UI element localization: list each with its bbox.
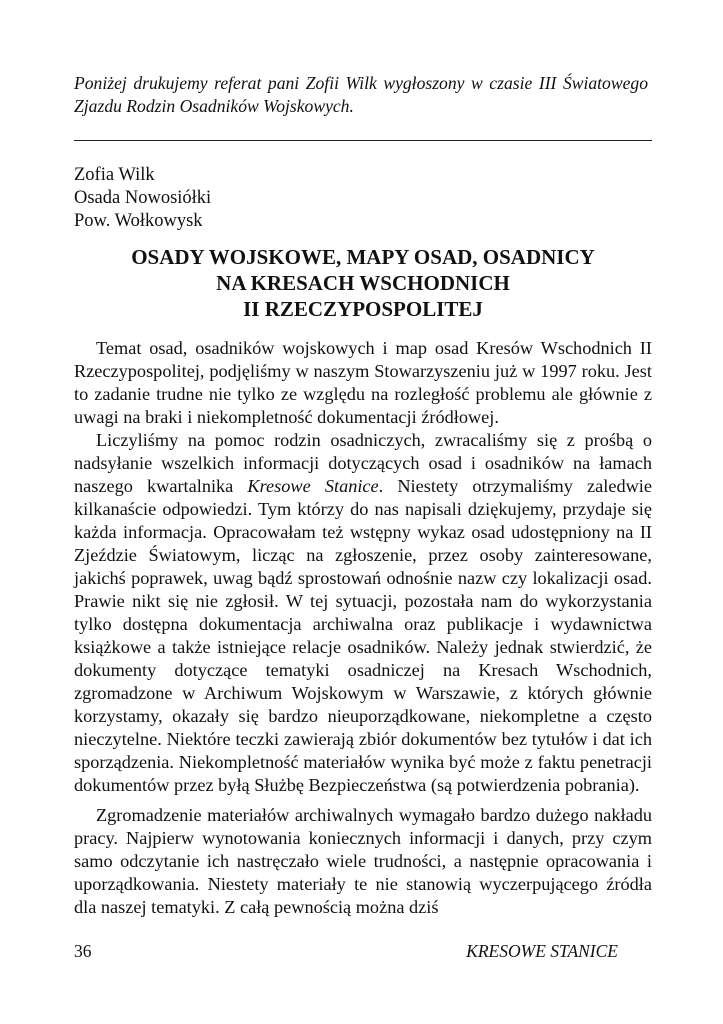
- page-footer: [74, 940, 618, 962]
- article-body: [74, 337, 652, 919]
- editorial-intro: Poniżej drukujemy referat pani Zofii Wilk wygłoszony w czasie III Światowego Zjazdu Rodzin Osadników Wojskowych.: [74, 73, 648, 116]
- journal-name: KRESOWE STANICE: [466, 941, 618, 961]
- title-line-3: II RZECZYPOSPOLITEJ: [243, 297, 483, 321]
- author-district: Pow. Wołkowysk: [74, 211, 203, 231]
- author-block: [74, 164, 211, 233]
- author-name: Zofia Wilk: [74, 165, 155, 185]
- paragraph-3: Zgromadzenie materiałów archiwalnych wymagało bardzo dużego nakładu pracy. Najpierw wynotowania koniecznych informacji i danych, przy czym samo odczytanie ich nastręczało wiele trudności, a następnie opracowania i uporządkowania. Niestety materiały te nie stanowią wyczerpującego źródła dla naszej tematyki. Z całą pewnością można dziś: [74, 805, 652, 917]
- paragraph-2-text-start: Liczyliśmy na pomoc rodzin osadniczych, zwracaliśmy się z prośbą o nadsyłanie wszelkich informacji dotyczących osad i osadników na łamach naszego kwartalnika: [74, 430, 652, 496]
- paragraph-1: Temat osad, osadników wojskowych i map osad Kresów Wschodnich II Rzeczypospolitej, podjęliśmy w naszym Stowarzyszeniu już w 1997 roku. Jest to zadanie trudne nie tylko ze względu na rozległość problemu ale głównie z uwagi na braki i niekompletność dokumentacji źródłowej.: [74, 338, 652, 427]
- separator-rule: [74, 140, 652, 141]
- paragraph-2: [74, 429, 652, 797]
- author-settlement: Osada Nowosiółki: [74, 188, 212, 208]
- page-number: 36: [74, 941, 92, 961]
- article-title: [74, 244, 652, 322]
- title-line-1: OSADY WOJSKOWE, MAPY OSAD, OSADNICY: [131, 245, 595, 269]
- title-line-2: NA KRESACH WSCHODNICH: [216, 271, 510, 295]
- journal-title-inline: Kresowe Stanice: [247, 476, 379, 496]
- paragraph-2-text-end: . Niestety otrzymaliśmy zaledwie kilkanaście odpowiedzi. Tym którzy do nas napisali dziękujemy, przydaje się każda informacja. Opracowałam też wstępny wykaz osad udostępniony na II Zjeździe Światowym, licząc na zgłoszenie, przez osoby zainteresowane, jakichś poprawek, uwag bądź sprostowań odnośnie nazw czy lokalizacji osad. Prawie nikt się nie zgłosił. W tej sytuacji, pozostała nam do wykorzystania tylko dostępna dokumentacja archiwalna oraz publikacje i wydawnictwa książkowe a także istniejące relacje osadników. Należy jednak stwierdzić, że dokumenty dotyczące tematyki osadniczej na Kresach Wschodnich, zgromadzone w Archiwum Wojskowym w Warszawie, z których głównie korzystamy, okazały się bardzo nieuporządkowane, niekompletne a często nieczytelne. Niektóre teczki zawierają zbiór dokumentów bez tytułów i dat ich sporządzenia. Niekompletność materiałów wynika być może z faktu penetracji dokumentów przez byłą Służbę Bezpieczeństwa (są potwierdzenia pobrania).: [74, 476, 652, 795]
